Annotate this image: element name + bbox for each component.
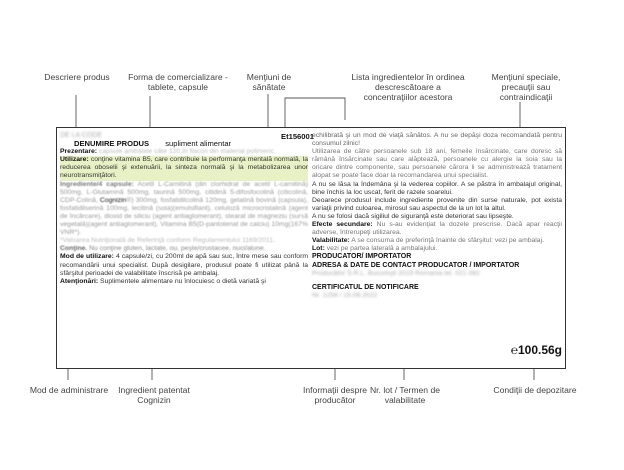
label-right-column	[312, 132, 562, 364]
supliment-alimentar: supliment alimentar	[165, 139, 232, 149]
callout-ingredient-patentat: Ingredient patentat Cognizin	[118, 385, 190, 405]
callout-mod-administrare: Mod de administrare	[29, 385, 109, 395]
pregnancy-warning: Utilizarea de către persoanele sub 18 ani, femeile însărcinate, care doresc să rămână însărcinate sau care alăptează, persoanele cu alergie la soia sau la oricare dintre componente, sau persoanele cărora li se administrează tratament alopat se poate face doar la recomandarea unui specialist.	[312, 148, 562, 180]
seal-warning: A nu se folosi dacă sigiliul de siguranţă este deteriorat sau lipseşte.	[312, 212, 514, 220]
lot-number: Et156001	[281, 132, 314, 141]
callout-nr-lot: Nr. lot / Termen de valabilitate	[369, 385, 441, 405]
callout-conditii-depozitare: Condiţii de depozitare	[493, 385, 577, 395]
blurred-certificate: Nr. 1234 / 15.08.2022	[312, 291, 378, 299]
mod-utilizare: Mod de utilizare: 4 capsule/zi, cu 200ml de apă sau suc, între mese sau conform recomandării unui specialist. După desigilare, produsul poate fi utilizat până la sfârşitul perioadei de valabilitate înscrisă pe ambalaj.	[60, 253, 309, 277]
label-left-column	[60, 132, 308, 364]
natural-variation: Deoarece produsul include ingrediente provenite din surse naturale, pot exista variaţii privind culoarea, mirosul sau aspectul de la un lot la altul.	[312, 196, 562, 212]
callout-forma-comercializare: Forma de comercializare - tablete, capsule	[128, 72, 228, 92]
right-top-text: echilibrată şi un mod de viaţă sănătos. A nu se depăşi doza recomandată pentru consumul zilnic!	[312, 132, 562, 148]
callout-lista-ingrediente: Lista ingredientelor în ordinea descrescătoare a concentraţiilor acestora	[351, 72, 465, 102]
producator-importator: PRODUCATOR/ IMPORTATOR	[312, 253, 412, 261]
net-weight: ℮100.56g	[510, 343, 562, 357]
children-warning: A nu se lăsa la îndemâna şi la vederea copiilor. A se păstra în ambalajul original, bine închis la loc uscat, ferit de razele soarelui.	[312, 180, 562, 196]
callout-descriere-produs: Descriere produs	[44, 72, 110, 82]
vnr-note: *Valoarea Nutriţională de Referinţă conform Regulamentului 1169/2011.	[60, 237, 275, 245]
callout-mentiuni-speciale: Menţiuni speciale, precauţii sau contraindicaţii	[491, 72, 561, 102]
utilizare: Utilizare: conţine vitamina B5, care contribuie la performanţa mentală normală, la reducerea oboselii şi extenuării, la sinteza normală şi la metabolizarea unor neurotransmiţători.	[60, 156, 309, 180]
denumire-produs: DENUMIRE PRODUS	[74, 139, 150, 149]
prezentare: Prezentare: capsule ambalate câte 120 în flacon din material polimeric.	[60, 148, 276, 156]
valabilitate: Valabilitate: A se consuma de preferinţă înainte de sfârşitul: vezi pe ambalaj.	[312, 237, 544, 245]
atentionari: Atenţionări: Suplimentele alimentare nu înlocuiesc o dietă variată şi	[60, 277, 266, 285]
callout-informatii-producator: Informaţii despre producător	[302, 385, 367, 405]
blurred-header: DE LA CODE	[60, 132, 103, 139]
certificat-notificare: CERTIFICATUL DE NOTIFICARE	[312, 283, 419, 291]
adresa-contact: ADRESA & DATE DE CONTACT PRODUCATOR / IMPORTATOR	[312, 261, 520, 269]
callout-mentiuni-sanatate: Menţiuni de sănătate	[246, 72, 292, 92]
contine: Conţine. Nu conţine gluten, lactate, ou, peşte/crustacee, nuci/alune.	[60, 245, 266, 253]
lot-info: Lot: vezi pe partea laterală a ambalajului.	[312, 245, 438, 253]
ingrediente: Ingrediente/4 capsule: Acetil L-Carnitină (din clorhidrat de acetil L-carnitină) 500mg, L-Glutamină 500mg, taurină 500mg, citidină 5-difosfocolină (citicolină, CDP-Colină, Cognizin®) 300mg, fosfatidilcolină 120mg, gelatină bovină (capsula), fosfatidilserină 100mg, lecitină (soia)(emulsifiant), celuloză microcristalină (agent de încărcare), dioxid de siliciu (agent antiaglomerant), stearat de magneziu (sursă vegetală)(agent antiaglomerant), Vitamina B5(D-pantotenat de calciu) 10mg(167% VNR*).	[60, 180, 309, 237]
efecte-secundare: Efecte secundare: Nu s-au evidenţiat la dozele prescrise. Dacă apar reacţii adverse, întrerupeţi utilizarea.	[312, 221, 563, 237]
product-title-row	[60, 140, 308, 148]
blurred-company: Producător S.R.L. Bucureşti 2019 Romania tel. 021 082	[312, 269, 480, 277]
cognizin-mark: Cognizin	[99, 196, 127, 204]
